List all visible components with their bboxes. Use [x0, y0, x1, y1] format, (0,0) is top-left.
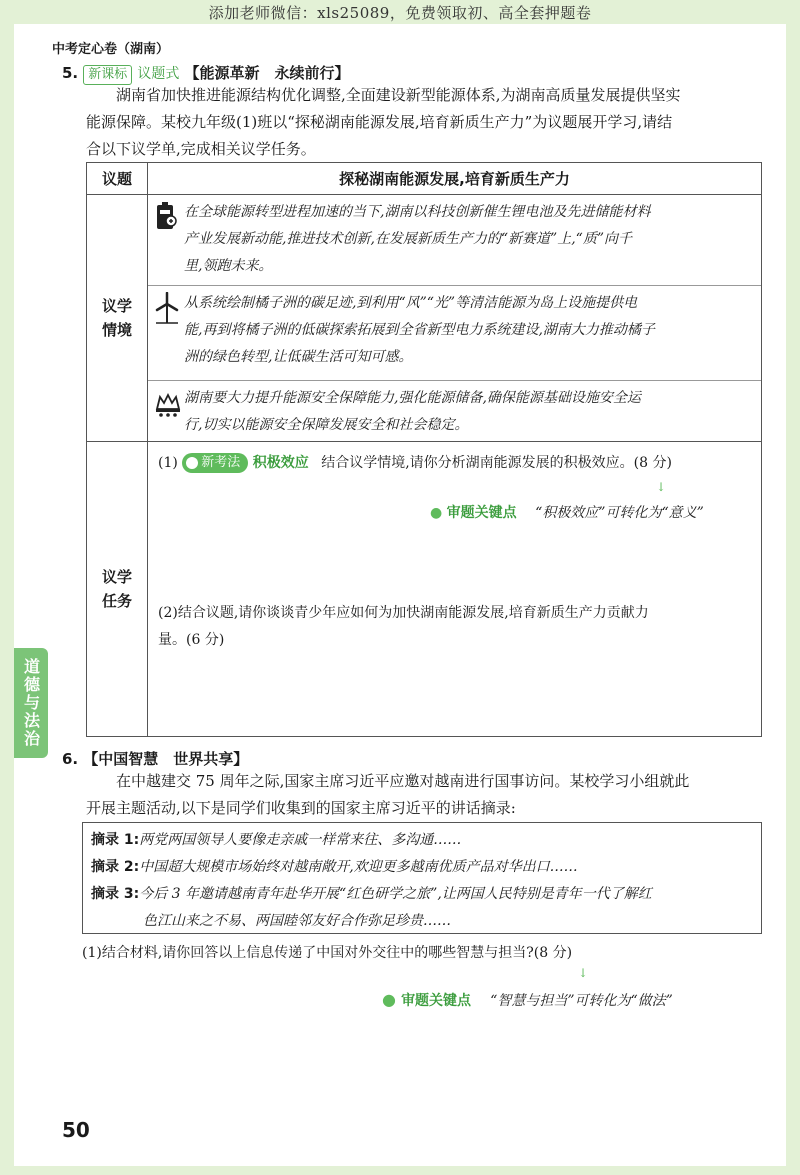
- scene-2: [148, 286, 761, 381]
- scene-header-label: 议学情境: [102, 297, 133, 339]
- task-1-keypoint-text: “积极效应”可转化为“意义”: [535, 505, 704, 521]
- scene-1-line: 在全球能源转型进程加速的当下,湖南以科技创新催生锂电池及先进储能材料: [184, 204, 651, 220]
- task-2-line: 量。(6 分): [158, 632, 225, 648]
- task-1: [148, 442, 761, 476]
- battery-icon: [154, 199, 184, 281]
- task-2-line: (2)结合议题,请你谈谈青少年应如何为加快湖南能源发展,培育新质生产力贡献力: [158, 605, 649, 621]
- q5-intro-line: 能源保障。某校九年级(1)班以“探秘湖南能源发展,培育新质生产力”为议题展开学习,请结: [86, 113, 673, 131]
- scene-2-line: 从系统绘制橘子洲的碳足迹,到利用“风”“光”等清洁能源为岛上设施提供电: [184, 295, 638, 311]
- task-1-text: 结合议学情境,请你分析湖南能源发展的积极效应。(8 分): [321, 455, 672, 471]
- scene-3: [148, 381, 761, 441]
- excerpt-text: 中国超大规模市场始终对越南敞开,欢迎更多越南优质产品对华出口……: [139, 859, 578, 875]
- new-method-badge: [182, 453, 248, 473]
- q5-intro-line: 湖南省加快推进能源结构优化调整,全面建设新型能源体系,为湖南高质量发展提供坚实: [116, 86, 681, 104]
- page-header: 中考定心卷（湖南）: [52, 42, 170, 57]
- page-number: 50: [62, 1118, 90, 1142]
- location-pin-icon: ●: [430, 505, 443, 521]
- q6-intro: [86, 768, 766, 822]
- wind-turbine-icon: [154, 290, 184, 376]
- q6-keypoint: [382, 990, 673, 1010]
- lightbulb-icon: [186, 457, 198, 469]
- arrow-down-icon: ↓: [656, 480, 667, 494]
- subject-side-tab: 道德与法治: [14, 648, 48, 758]
- q5-tag-topic-style: 议题式: [137, 66, 180, 82]
- excerpt-row: [91, 827, 753, 854]
- task-1-focus: 积极效应: [252, 455, 309, 471]
- scene-2-line: 洲的绿色转型,让低碳生活可知可感。: [184, 349, 413, 365]
- q6-keypoint-label: 审题关键点: [401, 993, 472, 1009]
- task-1-number: (1): [158, 455, 178, 471]
- task-1-keypoint: [430, 502, 704, 522]
- q5-tag-new-standard: 新课标: [83, 65, 132, 85]
- study-sheet-table: [86, 162, 762, 737]
- excerpt-label: 摘录 3:: [91, 886, 140, 902]
- q6-intro-line: 在中越建交 75 周年之际,国家主席习近平应邀对越南进行国事访问。某校学习小组就此: [116, 772, 690, 790]
- arrow-down-icon: ↓: [578, 966, 589, 980]
- excerpt-text: 两党两国领导人要像走亲戚一样常来往、多沟通……: [139, 832, 462, 848]
- task-2: [158, 600, 800, 654]
- scene-cell: [148, 195, 762, 442]
- excerpt-text: 今后 3 年邀请越南青年赴华开展“红色研学之旅”,让两国人民特别是青年一代了解红: [139, 886, 652, 902]
- scene-3-line: 行,切实以能源安全保障发展安全和社会稳定。: [184, 417, 469, 433]
- location-pin-icon: ●: [382, 990, 396, 1009]
- q6-theme: 【中国智慧 世界共享】: [83, 750, 249, 768]
- q6-keypoint-text: “智慧与担当”可转化为“做法”: [490, 993, 673, 1009]
- excerpt-label: 摘录 1:: [91, 832, 140, 848]
- excerpt-label: 摘录 2:: [91, 859, 140, 875]
- scene-1-line: 里,领跑未来。: [184, 258, 273, 274]
- task-cell: [148, 442, 762, 737]
- q6-heading: [62, 748, 248, 769]
- topic-header-cell: 议题: [87, 163, 148, 195]
- scene-1-line: 产业发展新动能,推进技术创新,在发展新质生产力的“新赛道”上,“质”向千: [184, 231, 632, 247]
- scene-header-cell: [87, 195, 148, 442]
- q5-intro: [86, 82, 766, 163]
- topic-title-cell: 探秘湖南能源发展,培育新质生产力: [148, 163, 762, 195]
- q6-intro-line: 开展主题活动,以下是同学们收集到的国家主席习近平的讲话摘录:: [86, 799, 516, 817]
- excerpt-row: [91, 854, 753, 881]
- q5-intro-line: 合以下议学单,完成相关议学任务。: [86, 140, 316, 158]
- scene-1: [148, 195, 761, 286]
- q6-number: 6.: [62, 750, 79, 768]
- excerpt-box: [82, 822, 762, 934]
- scene-2-line: 能,再到将橘子洲的低碳探索拓展到全省新型电力系统建设,湖南大力推动橘子: [184, 322, 655, 338]
- task-header-cell: [87, 442, 148, 737]
- q6-sub-question-1: (1)结合材料,请你回答以上信息传递了中国对外交往中的哪些智慧与担当?(8 分): [82, 945, 573, 961]
- task-1-keypoint-label: 审题关键点: [446, 505, 517, 521]
- excerpt-continuation: 色江山来之不易、两国睦邻友好合作弥足珍贵……: [143, 913, 451, 929]
- excerpt-row: [91, 881, 753, 908]
- q5-theme: 【能源革新 永续前行】: [184, 64, 350, 82]
- watermark-text: 添加老师微信：xls25089，免费领取初、高全套押题卷: [208, 4, 592, 22]
- energy-facility-icon: [154, 385, 184, 437]
- scene-3-line: 湖南要大力提升能源安全保障能力,强化能源储备,确保能源基础设施安全运: [184, 390, 641, 406]
- new-method-label: 新考法: [201, 455, 241, 470]
- q5-number: 5.: [62, 64, 79, 82]
- task-header-label: 议学任务: [102, 568, 133, 610]
